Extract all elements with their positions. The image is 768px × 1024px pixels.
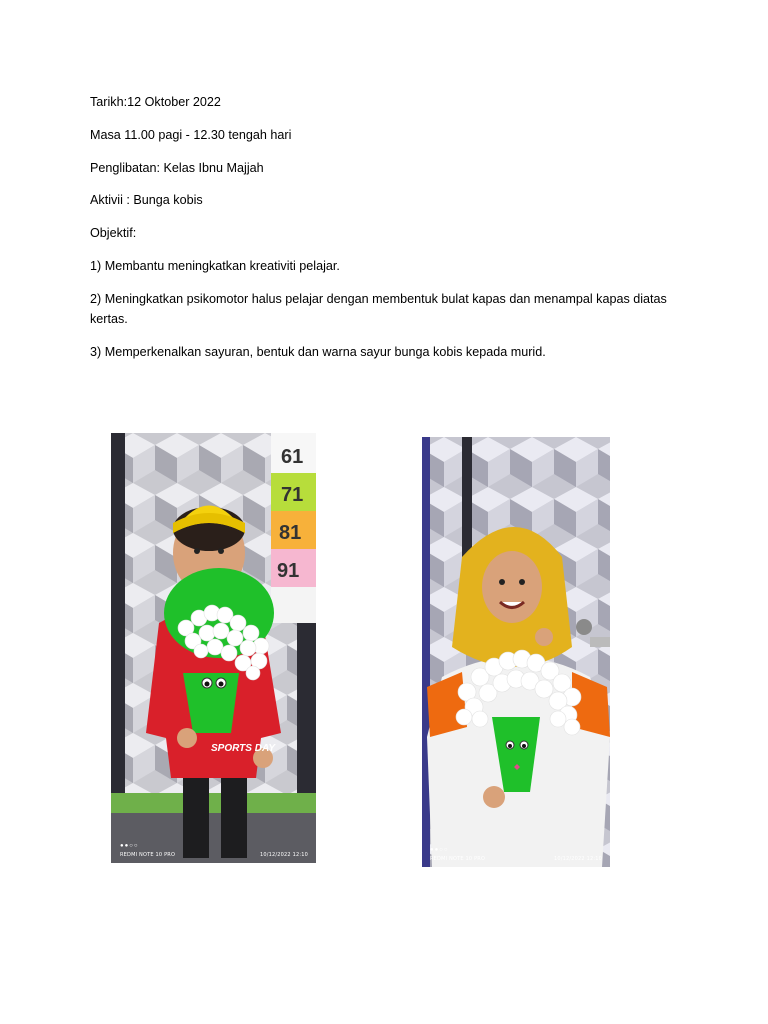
photo-girl-watermark: REDMI NOTE 10 PRO [430,856,486,862]
photo-girl-illustration [422,437,610,867]
photo-boy-illustration [111,433,316,863]
photo-boy-dots: ●●○○ [120,843,139,849]
wall-number-81: 81 [279,522,302,544]
time-line: Masa 11.00 pagi - 12.30 tengah hari [90,128,292,142]
photo-boy-timestamp: 10/12/2022 12:10 [259,852,308,858]
photo-girl-dots: ●●○○ [430,847,449,853]
photo-girl-timestamp: 10/12/2022 12:10 [553,856,602,862]
wall-number-61: 61 [281,446,304,468]
objective-2: 2) Meningkatkan psikomotor halus pelajar dengan membentuk bulat kapas dan menampal kapas diatas kertas. [90,292,667,326]
objective-3: 3) Memperkenalkan sayuran, bentuk dan warna sayur bunga kobis kepada murid. [90,345,546,359]
photo-boy-watermark: REDMI NOTE 10 PRO [120,852,176,858]
activity-line: Aktivii : Bunga kobis [90,193,203,207]
objective-1: 1) Membantu meningkatkan kreativiti pelajar. [90,259,340,273]
objective-heading: Objektif: [90,226,137,240]
activity-photo-girl [422,437,610,867]
wall-number-91: 91 [277,560,300,582]
date-line: Tarikh:12 Oktober 2022 [90,95,221,109]
activity-photo-boy [111,433,316,863]
shirt-text: SPORTS DAY [211,743,276,754]
wall-number-71: 71 [281,484,304,506]
participants-line: Penglibatan: Kelas Ibnu Majjah [90,161,264,175]
